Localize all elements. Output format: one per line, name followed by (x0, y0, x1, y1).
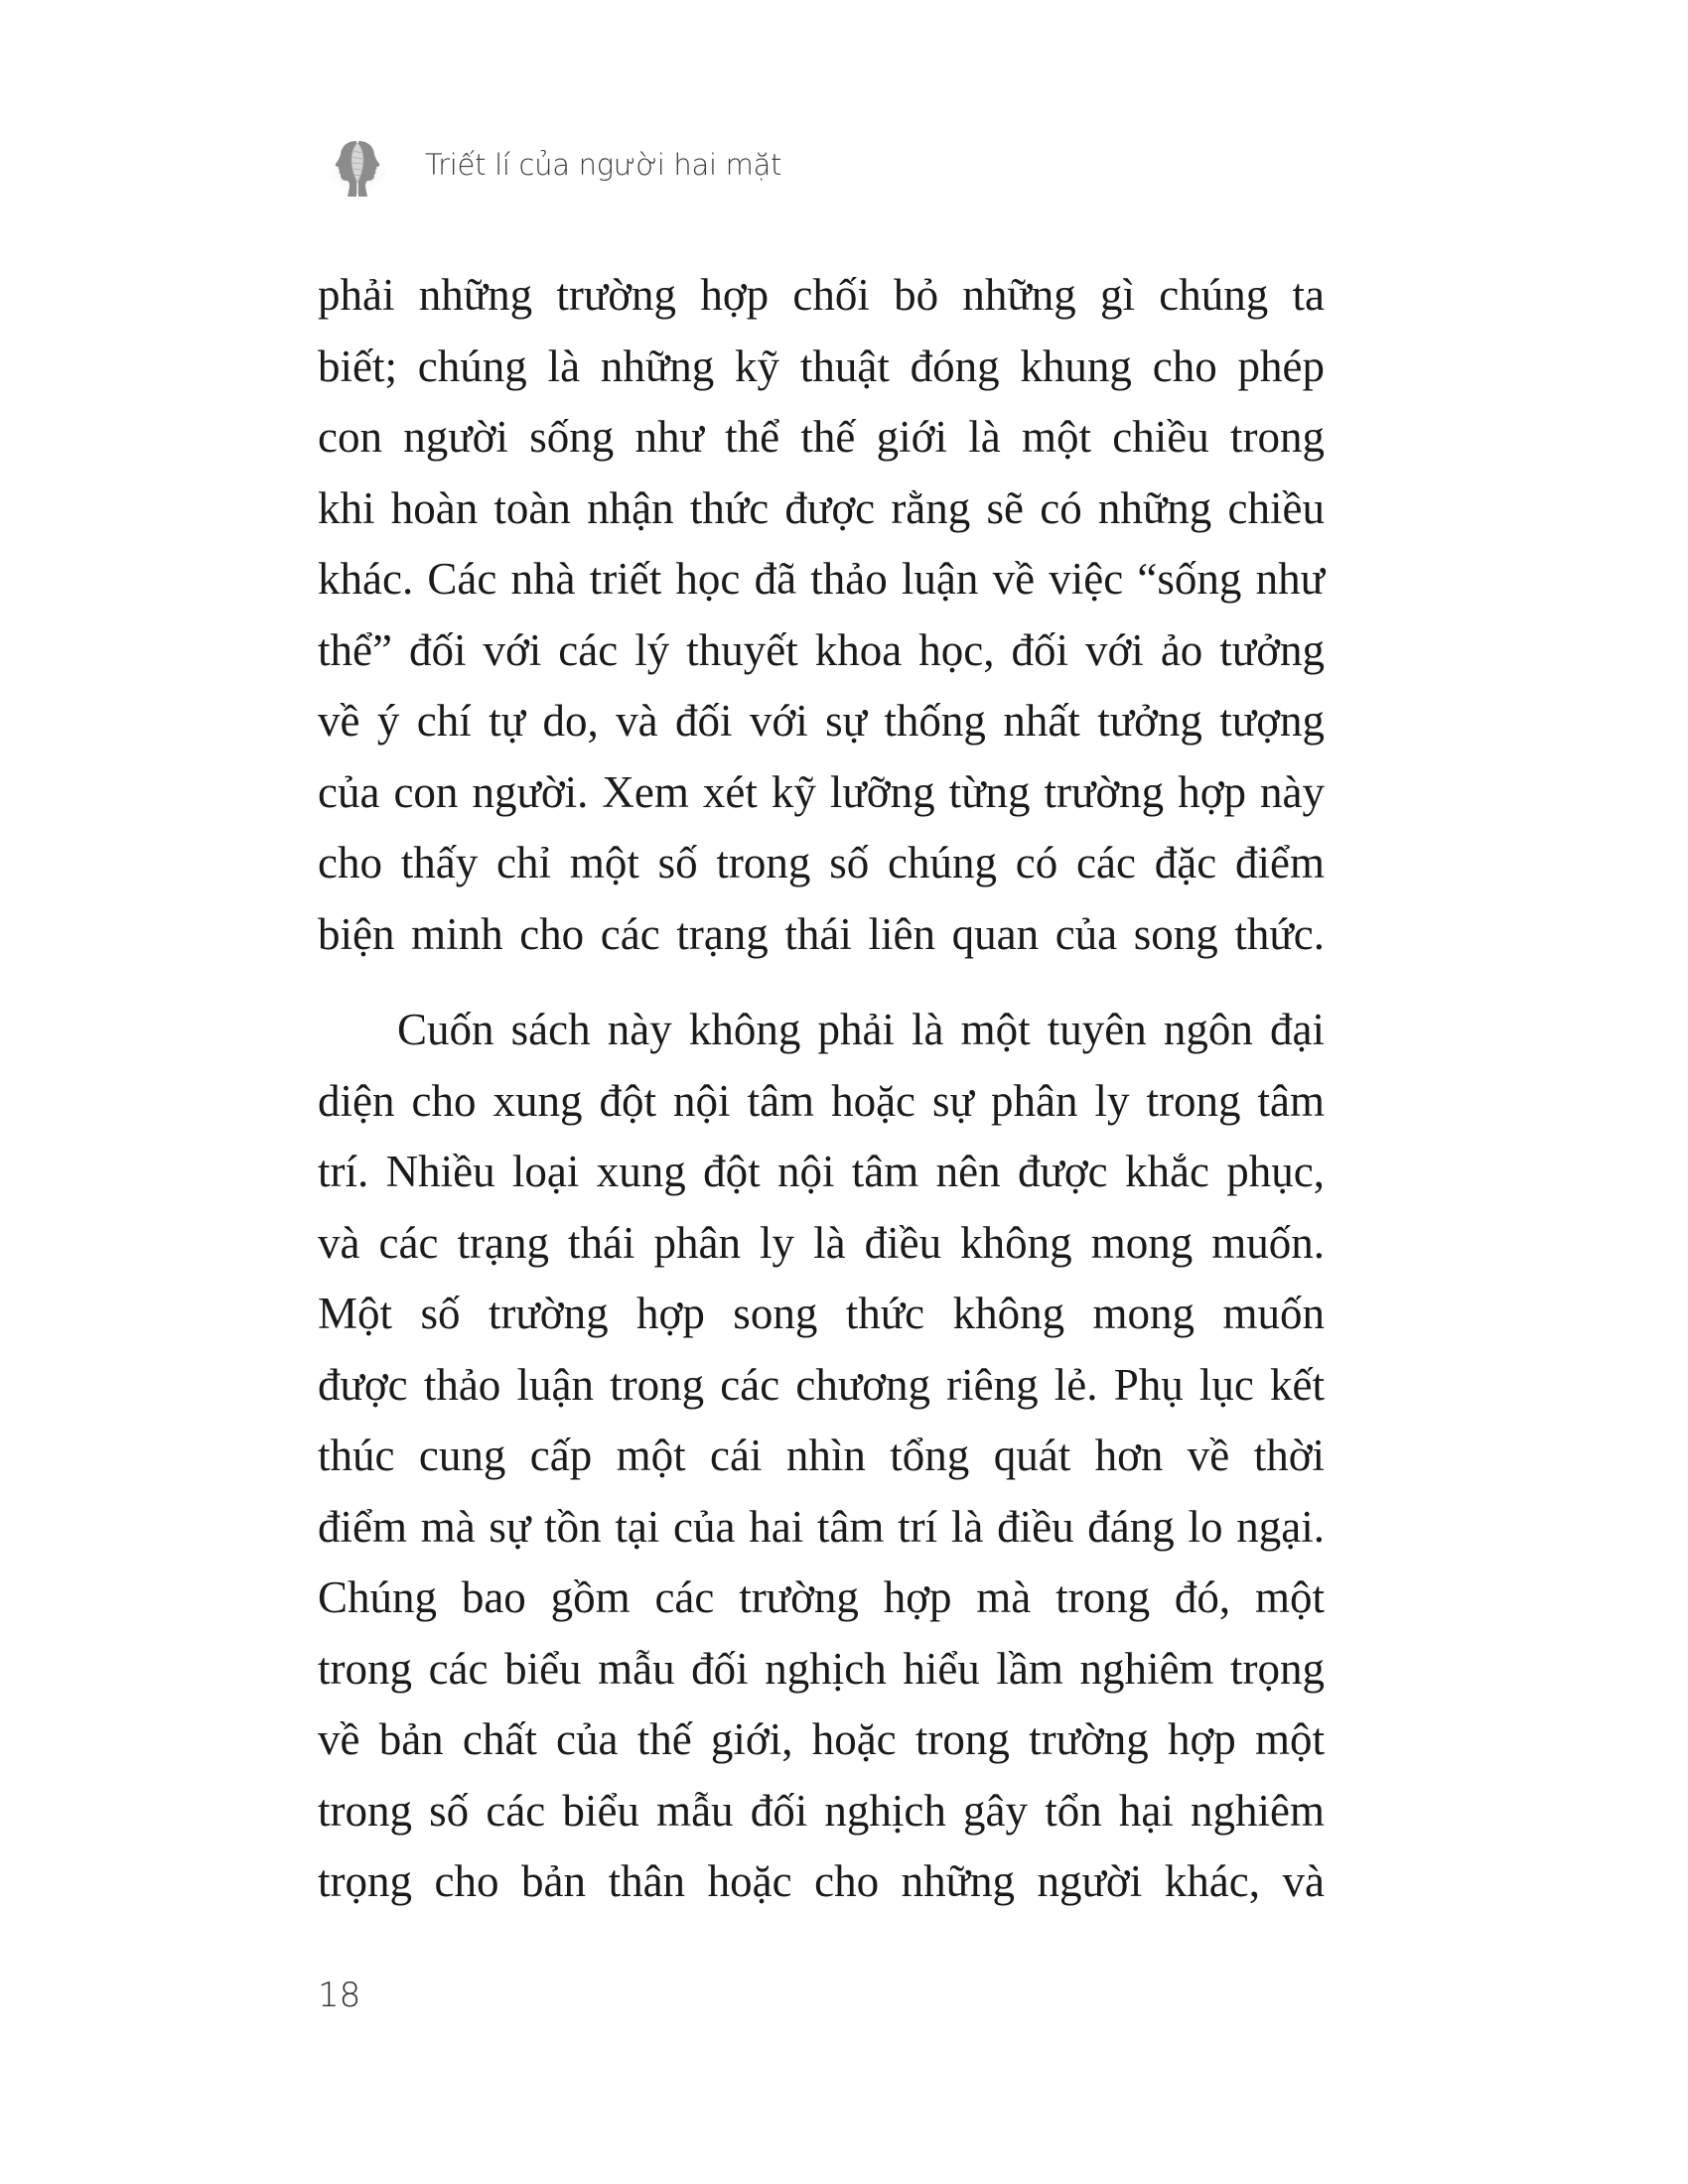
two-faces-profile-icon (326, 137, 389, 201)
text-line: Một số trường hợp song thức không mong muốn (318, 1289, 1325, 1338)
text-line: diện cho xung đột nội tâm hoặc sự phân ly trong tâm (318, 1075, 1325, 1126)
running-head (326, 137, 782, 201)
text-line: thể” đối với các lý thuyết khoa học, đối với ảo tưởng (318, 624, 1325, 675)
text-line: trọng cho bản thân hoặc cho những người khác, và (318, 1856, 1325, 1906)
text-line: cho thấy chỉ một số trong số chúng có các đặc điểm (318, 838, 1325, 887)
paragraph-1 (318, 260, 1325, 970)
text-line: khi hoàn toàn nhận thức được rằng sẽ có những chiều (318, 482, 1325, 533)
text-line: trong các biểu mẫu đối nghịch hiểu lầm nghiêm trọng (318, 1643, 1325, 1694)
text-line: con người sống như thể thế giới là một chiều trong (318, 412, 1325, 462)
text-line: trí. Nhiều loại xung đột nội tâm nên được khắc phục, (318, 1147, 1325, 1196)
text-line: của con người. Xem xét kỹ lưỡng từng trường hợp này (318, 766, 1325, 817)
text-line: thúc cung cấp một cái nhìn tổng quát hơn về thời (318, 1431, 1325, 1480)
text-line: về bản chất của thế giới, hoặc trong trường hợp một (318, 1714, 1325, 1764)
text-line: biết; chúng là những kỹ thuật đóng khung cho phép (318, 341, 1325, 391)
text-line: biện minh cho các trạng thái liên quan của song thức. (318, 908, 1325, 959)
page-number: 18 (318, 1976, 361, 2015)
running-head-title: Triết lí của người hai mặt (425, 148, 782, 182)
text-line: được thảo luận trong các chương riêng lẻ. Phụ lục kết (318, 1359, 1325, 1410)
body-text (318, 260, 1325, 1918)
text-line: và các trạng thái phân ly là điều không mong muốn. (318, 1217, 1325, 1268)
text-line: trong số các biểu mẫu đối nghịch gây tổn hại nghiêm (318, 1785, 1325, 1836)
paragraph-2 (318, 995, 1325, 1918)
text-line: khác. Các nhà triết học đã thảo luận về việc “sống như (318, 554, 1325, 604)
text-line: điểm mà sự tồn tại của hai tâm trí là điều đáng lo ngại. (318, 1501, 1325, 1552)
text-line: Cuốn sách này không phải là một tuyên ngôn đại (397, 1005, 1325, 1054)
text-line: Chúng bao gồm các trường hợp mà trong đó, một (318, 1572, 1325, 1622)
text-line: phải những trường hợp chối bỏ những gì chúng ta (318, 270, 1325, 320)
text-line: về ý chí tự do, và đối với sự thống nhất tưởng tượng (318, 696, 1325, 746)
